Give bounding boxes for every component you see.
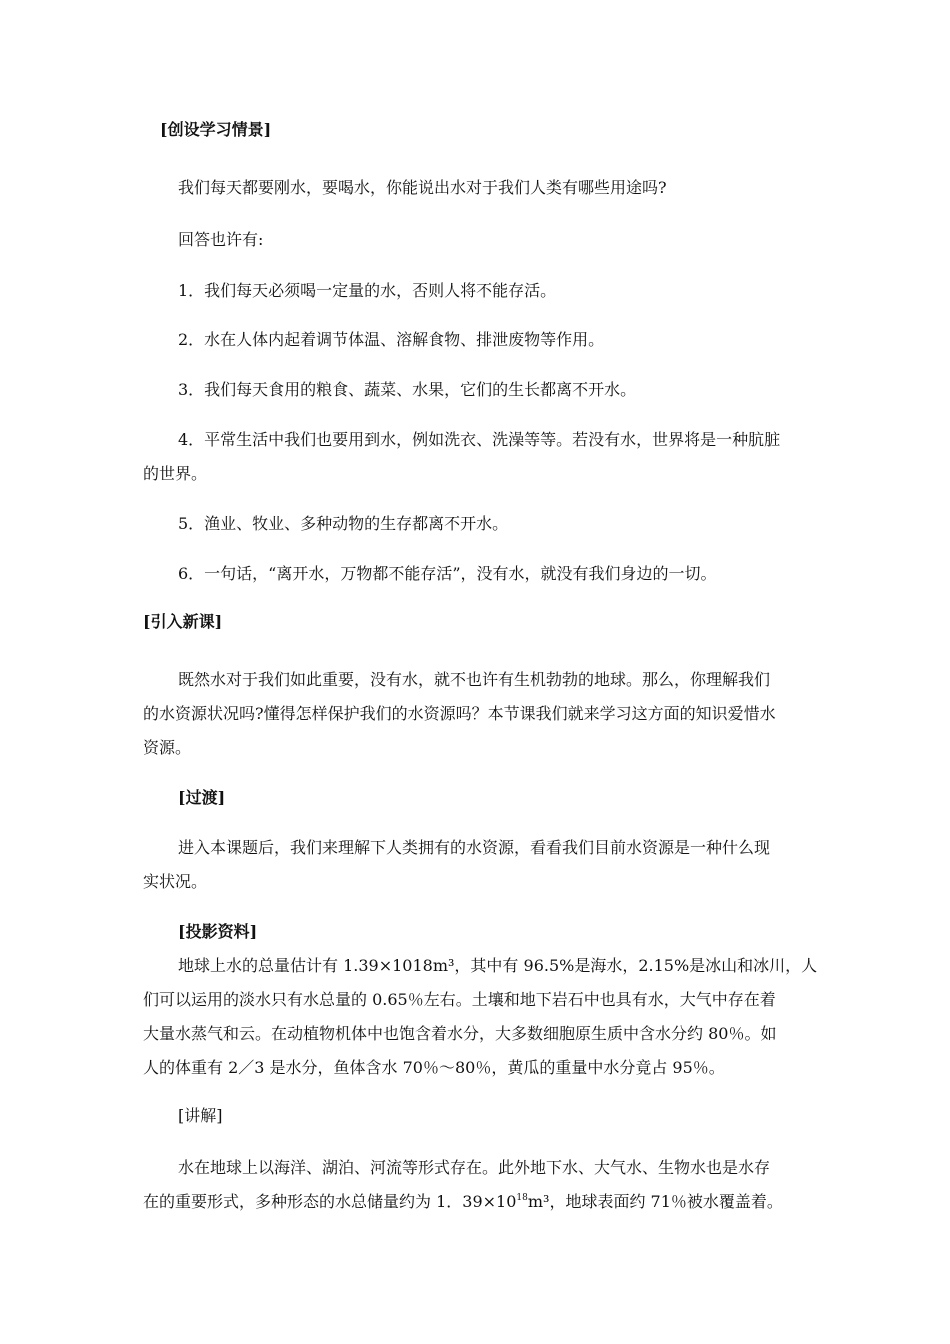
projection-line-2: 们可以运用的淡水只有水总量的 0.65％左右。土壤和地下岩石中也具有水，大气中存在着 <box>143 990 776 1009</box>
transition-line-1: 进入本课题后，我们来理解下人类拥有的水资源，看看我们目前水资源是一种什么现 <box>178 838 771 857</box>
projection-line-3: 大量水蒸气和云。在动植物机体中也饱含着水分，大多数细胞原生质中含水分约 80％。如 <box>143 1024 777 1043</box>
answer-item-4-continued: 的世界。 <box>143 464 208 483</box>
intro-question: 我们每天都要刚水，要喝水，你能说出水对于我们人类有哪些用途吗? <box>178 178 667 197</box>
section-heading-scenario: [创设学习情景] <box>160 120 272 139</box>
answer-item-3: 3．我们每天食用的粮食、蔬菜、水果，它们的生长都离不开水。 <box>178 380 637 399</box>
explanation-line-2 <box>143 1192 783 1215</box>
projection-line-1: 地球上水的总量估计有 1.39×1018m³，其中有 96.5%是海水，2.15%是冰山和冰川，人 <box>178 956 818 975</box>
explanation-line-2-text: 在的重要形式，多种形态的水总储量约为 1．39×10 <box>143 1192 517 1211</box>
transition-line-2: 实状况。 <box>143 872 208 891</box>
section-heading-transition: [过渡] <box>178 788 226 807</box>
answer-item-6: 6．一句话，“离开水，万物都不能存活”，没有水，就没有我们身边的一切。 <box>178 564 717 583</box>
answer-item-2: 2．水在人体内起着调节体温、溶解食物、排泄废物等作用。 <box>178 330 605 349</box>
explanation-line-1: 水在地球上以海洋、湖泊、河流等形式存在。此外地下水、大气水、生物水也是水存 <box>178 1158 771 1177</box>
answer-item-1: 1．我们每天必须喝一定量的水，否则人将不能存活。 <box>178 281 557 300</box>
projection-line-4: 人的体重有 2／3 是水分，鱼体含水 70％～80％，黄瓜的重量中水分竟占 95％。 <box>143 1058 725 1077</box>
new-lesson-line-3: 资源。 <box>143 738 192 757</box>
section-heading-explanation: [讲解] <box>178 1106 223 1125</box>
answer-item-4: 4．平常生活中我们也要用到水，例如洗衣、洗澡等等。若没有水，世界将是一种肮脏 <box>178 430 781 449</box>
section-heading-projection: [投影资料] <box>178 922 258 941</box>
new-lesson-line-1: 既然水对于我们如此重要，没有水，就不也许有生机勃勃的地球。那么，你理解我们 <box>178 670 771 689</box>
explanation-line-2-tail: m³，地球表面约 71％被水覆盖着。 <box>527 1192 783 1211</box>
exponent-superscript: 18 <box>516 1193 528 1203</box>
answer-item-5: 5．渔业、牧业、多种动物的生存都离不开水。 <box>178 514 509 533</box>
answer-lead: 回答也许有: <box>178 230 264 249</box>
section-heading-new-lesson: [引入新课] <box>143 612 223 631</box>
new-lesson-line-2: 的水资源状况吗?懂得怎样保护我们的水资源吗？本节课我们就来学习这方面的知识爱惜水 <box>143 704 776 723</box>
